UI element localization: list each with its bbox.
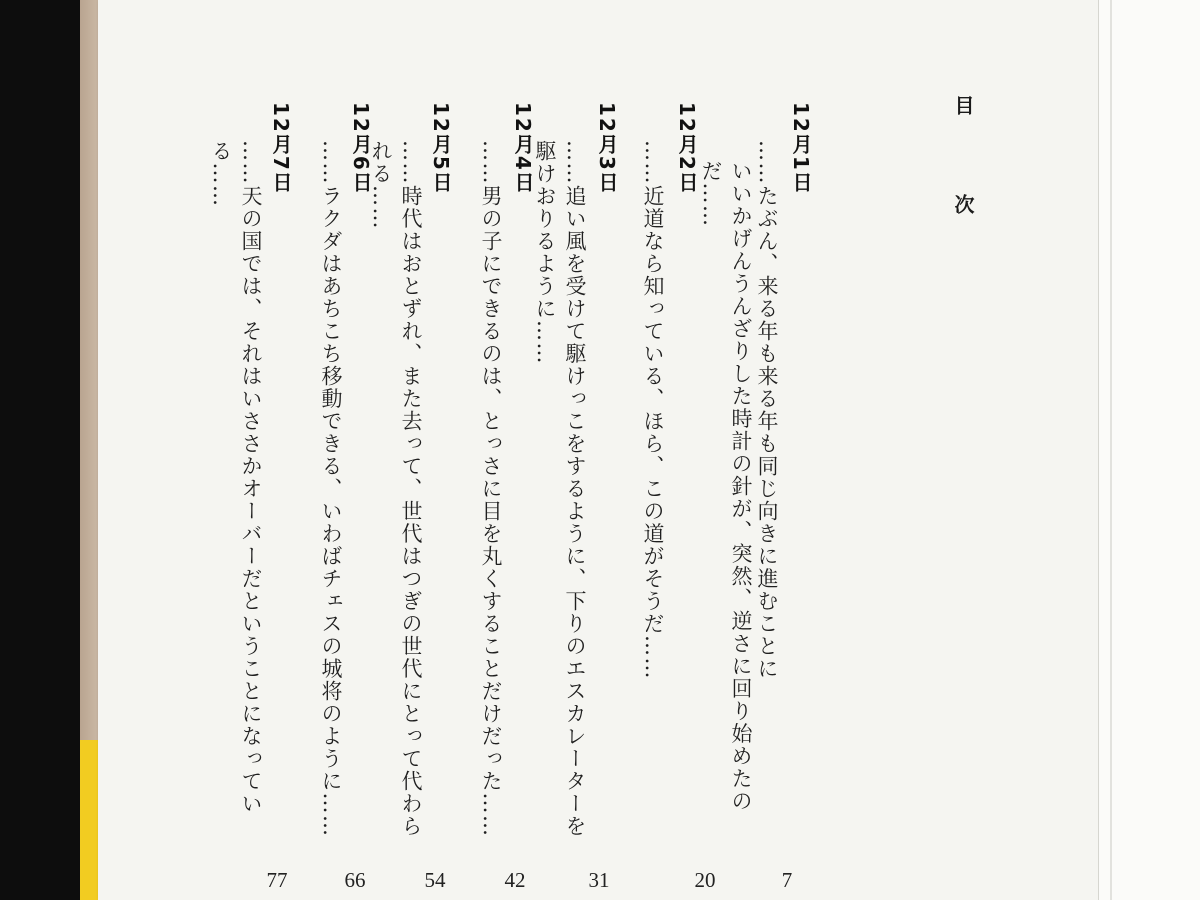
toc-entry-text: ……男の子にできるのは、とっさに目を丸くすることだけだった…… — [479, 140, 503, 838]
toc-page-number: 66 — [344, 868, 366, 892]
toc-entry-text: ……追い風を受けて駆けっこをするように、下りのエスカレーターを駆けおりるように…… — [533, 140, 587, 838]
toc-entry-date: 12月2日 — [675, 102, 699, 194]
toc-page-number: 77 — [266, 868, 288, 892]
toc-page-number: 42 — [504, 868, 526, 892]
toc-entry-date: 12月4日 — [511, 102, 535, 194]
next-page-edge — [1098, 0, 1200, 900]
toc-entry-date: 12月3日 — [595, 102, 619, 194]
toc-page-number: 31 — [588, 868, 610, 892]
page-stack-edge — [1110, 0, 1112, 900]
toc-entry-text: ……近道なら知っている、ほら、この道がそうだ…… — [641, 140, 665, 680]
toc-entry-text: ……時代はおとずれ、また去って、世代はつぎの世代にとって代わられる…… — [369, 140, 423, 838]
toc-page-number: 20 — [694, 868, 716, 892]
toc-entry-date: 12月6日 — [349, 102, 373, 194]
toc-entry-text: ……ラクダはあちこち移動できる、いわばチェスの城将のように…… — [319, 140, 343, 838]
toc-entry-date: 12月7日 — [269, 102, 293, 194]
background-left — [0, 0, 80, 900]
toc-entry-date: 12月5日 — [429, 102, 453, 194]
toc-page-number: 54 — [424, 868, 446, 892]
toc-entry-date: 12月1日 — [789, 102, 813, 194]
toc-entry-text: いいかげんうんざりした時計の針が、突然、逆さに回り始めたのだ…… — [699, 160, 753, 813]
toc-entry-text: ……天の国では、それはいささかオーバーだということになっている…… — [209, 140, 263, 815]
toc-entry-text: ……たぶん、来る年も来る年も同じ向きに進むことに — [755, 140, 779, 680]
toc-page-number: 7 — [781, 868, 793, 892]
toc-heading: 目 次 — [951, 95, 975, 250]
